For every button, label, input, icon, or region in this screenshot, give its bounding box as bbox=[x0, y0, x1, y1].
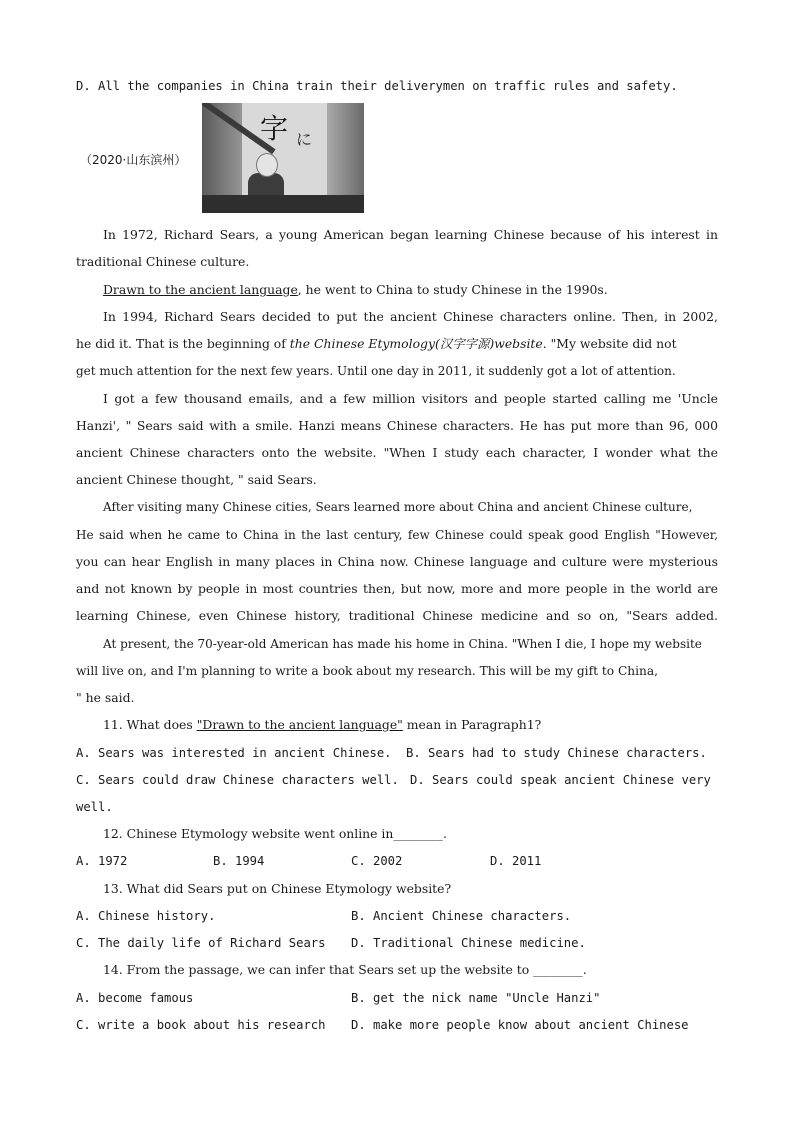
paragraph-3-line-1: In 1994, Richard Sears decided to put the ancient Chinese characters online. Then, in 2002, bbox=[103, 309, 718, 324]
question-11: 11. What does "Drawn to the ancient language" mean in Paragraph1? bbox=[103, 717, 542, 732]
photo-floor bbox=[202, 195, 364, 213]
q14-option-a: A. become famous bbox=[76, 991, 194, 1005]
paragraph-4-line-2: Hanzi', " Sears said with a smile. Hanzi means Chinese characters. He has put more than 96, 000 bbox=[76, 418, 718, 433]
passage-photo bbox=[202, 103, 364, 213]
website-title: the Chinese Etymology(汉字字源)website bbox=[289, 336, 543, 351]
question-13: 13. What did Sears put on Chinese Etymology website? bbox=[103, 881, 452, 896]
paragraph-2: Drawn to the ancient language, he went to China to study Chinese in the 1990s. bbox=[103, 282, 608, 297]
previous-question-option-d: D. All the companies in China train their deliverymen on traffic rules and safety. bbox=[76, 79, 678, 93]
question-12: 12. Chinese Etymology website went online in________. bbox=[103, 826, 447, 841]
source-label: （2020·山东滨州） bbox=[80, 153, 187, 167]
q14-option-c: C. write a book about his research bbox=[76, 1018, 326, 1032]
paragraph-5-line-5: learning Chinese, even Chinese history, traditional Chinese medicine and so on, "Sears added. bbox=[76, 608, 718, 623]
paragraph-5-line-1: After visiting many Chinese cities, Sears learned more about China and ancient Chinese culture, bbox=[103, 500, 693, 514]
question-14: 14. From the passage, we can infer that Sears set up the website to ________. bbox=[103, 962, 587, 977]
q11-option-a: A. Sears was interested in ancient Chinese. bbox=[76, 746, 392, 760]
q12-option-a: A. 1972 bbox=[76, 854, 128, 868]
photo-glyph-small: に bbox=[296, 130, 313, 149]
paragraph-3-line-3: get much attention for the next few years. Until one day in 2011, it suddenly got a lot of attention. bbox=[76, 364, 676, 378]
q14-option-b: B. get the nick name "Uncle Hanzi" bbox=[351, 991, 601, 1005]
q12-option-b: B. 1994 bbox=[213, 854, 265, 868]
paragraph-4-line-3: ancient Chinese characters onto the website. "When I study each character, I wonder what the bbox=[76, 445, 718, 460]
paragraph-1-line-2: traditional Chinese culture. bbox=[76, 254, 250, 269]
q13-option-b: B. Ancient Chinese characters. bbox=[351, 909, 572, 923]
paragraph-6-line-3: " he said. bbox=[76, 690, 135, 705]
paragraph-1-line-1: In 1972, Richard Sears, a young American began learning Chinese because of his interest in bbox=[103, 227, 718, 242]
paragraph-4-line-1: I got a few thousand emails, and a few million visitors and people started calling me 'Uncle bbox=[103, 391, 718, 406]
photo-person-head bbox=[256, 153, 278, 177]
q11-option-d-continued: well. bbox=[76, 800, 113, 814]
paragraph-5-line-2: He said when he came to China in the last century, few Chinese could speak good English "However, bbox=[76, 528, 718, 542]
q12-option-d: D. 2011 bbox=[490, 854, 542, 868]
paragraph-3-line-2: he did it. That is the beginning of the Chinese Etymology(汉字字源)website. "My website did not bbox=[76, 336, 677, 351]
underlined-phrase: Drawn to the ancient language bbox=[103, 282, 298, 297]
q11-option-b: B. Sears had to study Chinese characters. bbox=[406, 746, 707, 760]
paragraph-4-line-4: ancient Chinese thought, " said Sears. bbox=[76, 472, 317, 487]
q11-option-c: C. Sears could draw Chinese characters well. bbox=[76, 773, 399, 787]
q13-option-c: C. The daily life of Richard Sears bbox=[76, 936, 326, 950]
q11-option-d: D. Sears could speak ancient Chinese very bbox=[410, 773, 711, 787]
paragraph-5-line-3: you can hear English in many places in China now. Chinese language and culture were mysterious bbox=[76, 554, 718, 569]
q12-option-c: C. 2002 bbox=[351, 854, 403, 868]
paragraph-5-line-4: and not known by people in most countries then, but now, more and more people in the world are bbox=[76, 581, 718, 596]
q14-option-d: D. make more people know about ancient Chinese bbox=[351, 1018, 689, 1032]
q13-option-a: A. Chinese history. bbox=[76, 909, 216, 923]
paragraph-6-line-1: At present, the 70-year-old American has made his home in China. "When I die, I hope my website bbox=[103, 637, 702, 651]
photo-glyph-main: 字 bbox=[260, 112, 289, 145]
q13-option-d: D. Traditional Chinese medicine. bbox=[351, 936, 586, 950]
paragraph-6-line-2: will live on, and I'm planning to write a book about my research. This will be my gift to China, bbox=[76, 664, 659, 678]
